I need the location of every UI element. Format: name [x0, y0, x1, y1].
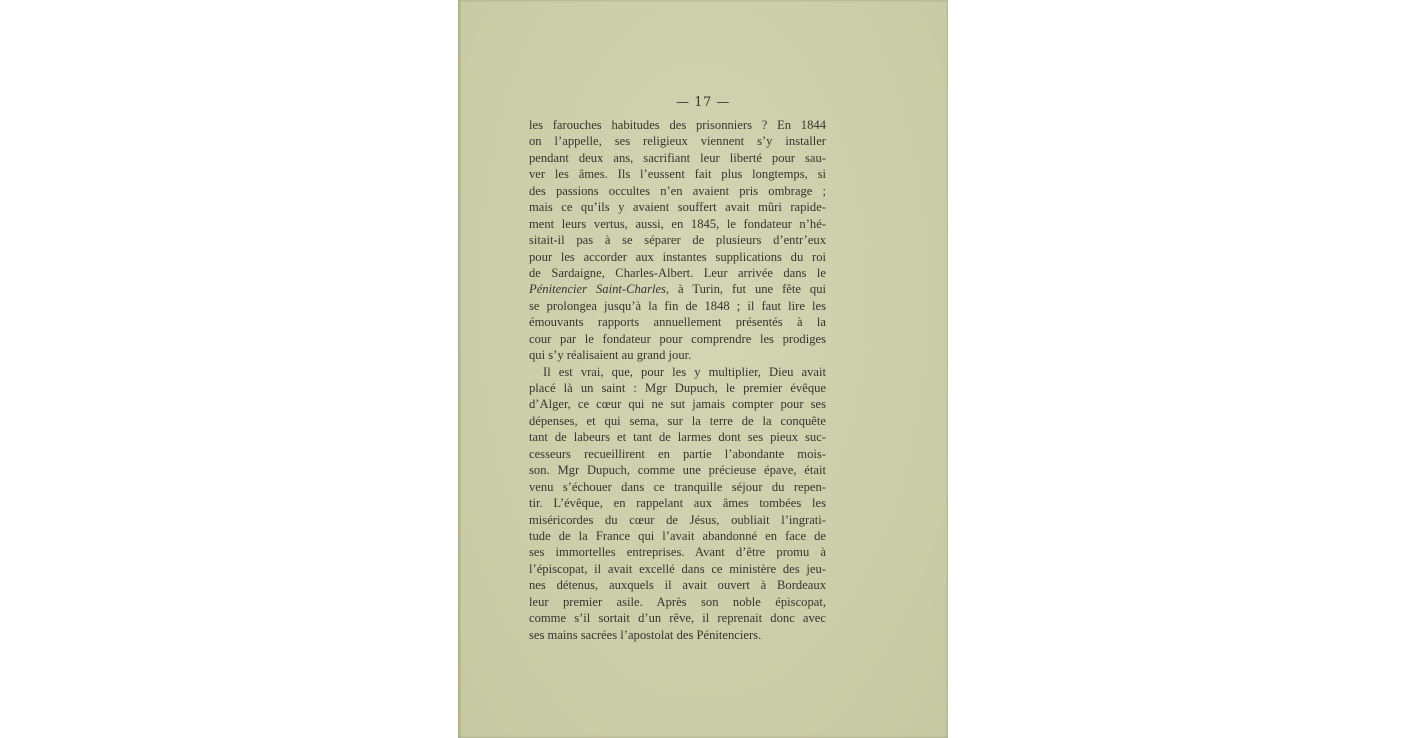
text-line: d’Alger, ce cœur qui ne sut jamais compter pour ses: [529, 397, 826, 412]
text-line: les farouches habitudes des prisonniers ? En 1844: [529, 118, 826, 132]
text-line: tir. L’évêque, en rappelant aux âmes tombées les: [529, 496, 826, 511]
book-page: [458, 0, 948, 738]
text-line: mais ce qu’ils y avaient souffert avait mûri rapide-: [529, 200, 826, 215]
text-line: nes détenus, auxquels il avait ouvert à Bordeaux: [529, 578, 826, 593]
text-line: leur premier asile. Après son noble épiscopat,: [529, 594, 826, 609]
text-line: comme s’il sortait d’un rêve, il reprenait donc avec: [529, 611, 826, 626]
text-line: émouvants rapports annuellement présentés à la: [529, 315, 826, 330]
text-line: qui s’y réalisaient au grand jour.: [529, 348, 692, 363]
text-line: miséricordes du cœur de Jésus, oubliait l’ingrati-: [529, 512, 826, 527]
text-line: dépenses, et qui sema, sur la terre de la conquête: [529, 413, 826, 428]
text-line: l’épiscopat, il avait excellé dans ce ministère des jeu-: [529, 561, 826, 576]
text-line: tude de la France qui l’avait abandonné en face de: [529, 528, 826, 543]
text-line: pendant deux ans, sacrifiant leur liberté pour sau-: [529, 150, 826, 165]
text-line: [529, 281, 826, 297]
text-line: ment leurs vertus, aussi, en 1845, le fondateur n’hé-: [529, 216, 826, 231]
text-line: cesseurs recueillirent en partie l’abondante mois-: [529, 446, 826, 461]
body-text: [529, 117, 826, 643]
italic-text: Pénitencier Saint-Charles,: [529, 282, 670, 297]
text-line: venu s’échouer dans ce tranquille séjour du repen-: [529, 479, 826, 494]
text-line: cour par le fondateur pour comprendre les prodiges: [529, 331, 826, 346]
text-line: ver les âmes. Ils l’eussent fait plus longtemps, si: [529, 167, 826, 182]
text-line: Il est vrai, que, pour les y multiplier, Dieu avait: [543, 364, 826, 379]
text-line: ses mains sacrées l’apostolat des Pénitenciers.: [529, 627, 762, 642]
text-line: se prolongea jusqu’à la fin de 1848 ; il faut lire les: [529, 298, 826, 313]
text-line: tant de labeurs et tant de larmes dont ses pieux suc-: [529, 430, 826, 445]
text-line: placé là un saint : Mgr Dupuch, le premier évêque: [529, 381, 826, 395]
page-number: — 17 —: [676, 95, 730, 110]
text-line: ses immortelles entreprises. Avant d’être promu à: [529, 545, 826, 560]
text-line: pour les accorder aux instantes supplications du roi: [529, 249, 826, 264]
text-line: on l’appelle, ses religieux viennent s’y installer: [529, 134, 826, 149]
text-line: sitait-il pas à se séparer de plusieurs d’entr’eux: [529, 233, 826, 248]
text-line: de Sardaigne, Charles-Albert. Leur arrivée dans le: [529, 265, 826, 280]
text-segment: à Turin, fut une fête qui: [669, 282, 826, 297]
text-line: son. Mgr Dupuch, comme une précieuse épave, était: [529, 463, 826, 478]
text-line: des passions occultes n’en avaient pris ombrage ;: [529, 183, 826, 198]
